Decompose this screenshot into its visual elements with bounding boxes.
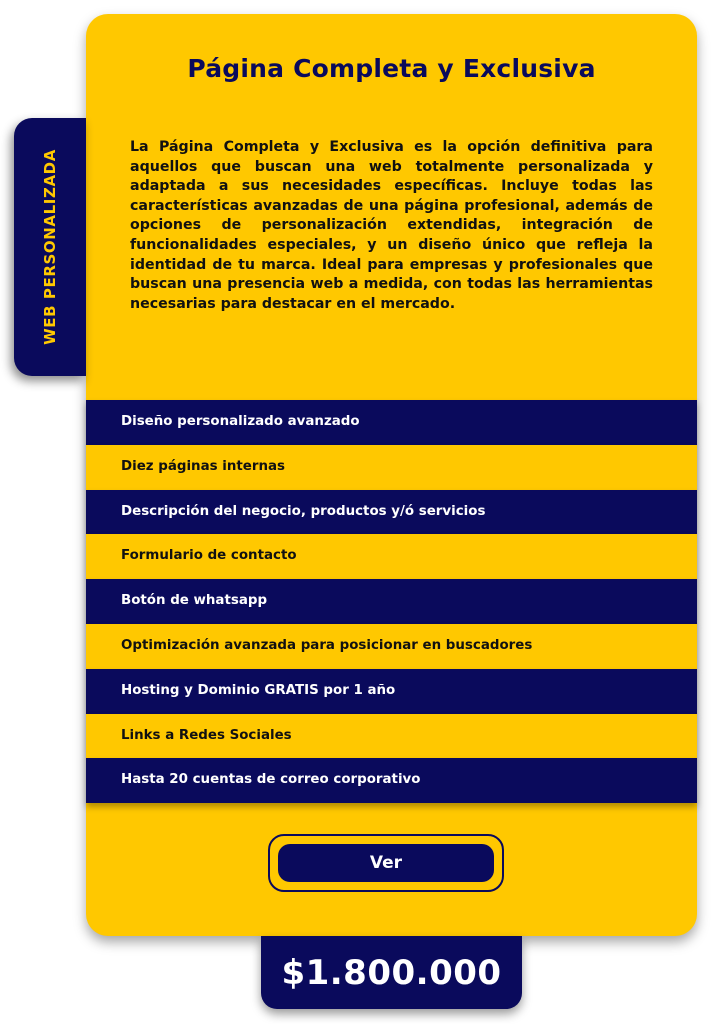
feature-item: Diseño personalizado avanzado — [86, 400, 697, 445]
ver-button-frame — [268, 834, 504, 892]
side-category-label: WEB PERSONALIZADA — [41, 149, 59, 345]
feature-item: Diez páginas internas — [86, 445, 697, 490]
feature-item: Formulario de contacto — [86, 534, 697, 579]
features-list — [86, 400, 697, 803]
feature-item: Hosting y Dominio GRATIS por 1 año — [86, 669, 697, 714]
ver-button[interactable]: Ver — [278, 844, 494, 882]
feature-item: Descripción del negocio, productos y/ó servicios — [86, 490, 697, 535]
feature-item: Hasta 20 cuentas de correo corporativo — [86, 758, 697, 803]
feature-item: Optimización avanzada para posicionar en buscadores — [86, 624, 697, 669]
plan-description: La Página Completa y Exclusiva es la opción definitiva para aquellos que buscan una web totalmente personalizada y adaptada a sus necesidades específicas. Incluye todas las características avanzadas de una página profesional, además de opciones de personalización extendidas, integración de funcionalidades especiales, y un diseño único que refleja la identidad de tu marca. Ideal para empresas y profesionales que buscan una presencia web a medida, con todas las herramientas necesarias para destacar en el mercado. — [130, 139, 653, 312]
feature-item: Links a Redes Sociales — [86, 714, 697, 759]
side-category-tab — [14, 118, 86, 376]
plan-price: $1.800.000 — [281, 952, 502, 993]
feature-item: Botón de whatsapp — [86, 579, 697, 624]
plan-title: Página Completa y Exclusiva — [187, 54, 596, 83]
price-tab — [261, 936, 522, 1009]
